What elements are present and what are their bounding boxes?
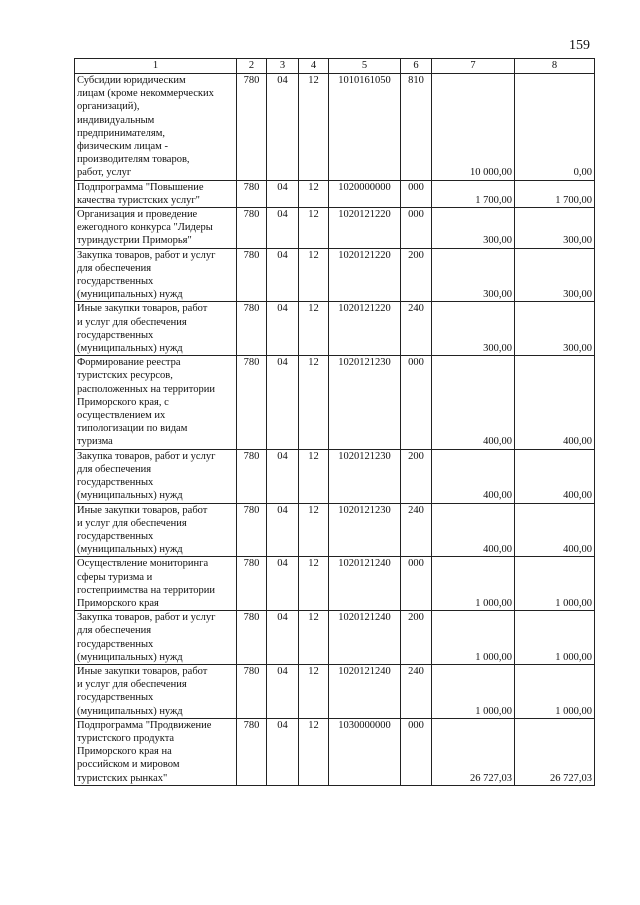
row-name-line: государственных: [77, 276, 154, 288]
cell-subsection: 12: [299, 74, 329, 181]
cell-amount-8: 300,00: [515, 208, 595, 249]
row-name-line: государственных: [77, 692, 154, 704]
row-name-line: сферы туризма и: [77, 571, 153, 583]
cell-expense-type: 240: [401, 503, 432, 557]
cell-ministry-code: 780: [237, 718, 267, 785]
row-name-line: лицам (кроме некоммерческих: [77, 88, 214, 100]
table-row: [75, 611, 595, 665]
cell-amount-7: 1 000,00: [432, 557, 515, 611]
row-name-line: Подпрограмма "Продвижение: [77, 719, 212, 731]
cell-expense-type: 200: [401, 449, 432, 503]
cell-section: 04: [267, 557, 299, 611]
row-name: [75, 611, 237, 665]
cell-section: 04: [267, 664, 299, 718]
cell-amount-8: 1 000,00: [515, 611, 595, 665]
row-name: [75, 503, 237, 557]
cell-expense-type: 240: [401, 664, 432, 718]
cell-amount-8: 400,00: [515, 449, 595, 503]
cell-ministry-code: 780: [237, 302, 267, 356]
row-name-line: (муниципальных) нужд: [77, 289, 183, 301]
table-row: [75, 449, 595, 503]
cell-amount-8: 300,00: [515, 302, 595, 356]
row-name: [75, 718, 237, 785]
row-name-line: и услуг для обеспечения: [77, 679, 187, 691]
cell-target-article: 1020121220: [329, 208, 401, 249]
cell-section: 04: [267, 718, 299, 785]
row-name-line: типологизации по видам: [77, 423, 188, 435]
row-name-line: для обеспечения: [77, 463, 152, 475]
cell-expense-type: 810: [401, 74, 432, 181]
cell-ministry-code: 780: [237, 449, 267, 503]
cell-ministry-code: 780: [237, 74, 267, 181]
cell-expense-type: 000: [401, 180, 432, 207]
header-col-2: 2: [237, 59, 267, 74]
row-name: [75, 557, 237, 611]
table-row: [75, 503, 595, 557]
header-col-8: 8: [515, 59, 595, 74]
row-name-line: Иные закупки товаров, работ: [77, 303, 208, 315]
table-row: [75, 718, 595, 785]
row-name-line: Иные закупки товаров, работ: [77, 504, 208, 516]
cell-target-article: 1020121230: [329, 449, 401, 503]
cell-section: 04: [267, 449, 299, 503]
header-col-3: 3: [267, 59, 299, 74]
cell-section: 04: [267, 503, 299, 557]
row-name-line: Приморского края, с: [77, 396, 169, 408]
row-name-line: туристского продукта: [77, 732, 175, 744]
header-col-4: 4: [299, 59, 329, 74]
row-name: [75, 74, 237, 181]
row-name: [75, 664, 237, 718]
row-name-line: Организация и проведение: [77, 209, 198, 221]
cell-amount-8: 0,00: [515, 74, 595, 181]
cell-amount-7: 26 727,03: [432, 718, 515, 785]
row-name-line: работ, услуг: [77, 167, 132, 179]
cell-amount-7: 1 000,00: [432, 664, 515, 718]
page-number: 159: [569, 38, 590, 53]
budget-table: [74, 58, 595, 786]
cell-ministry-code: 780: [237, 356, 267, 449]
cell-amount-7: 400,00: [432, 503, 515, 557]
cell-section: 04: [267, 356, 299, 449]
row-name-line: ежегодного конкурса "Лидеры: [77, 222, 213, 234]
cell-amount-8: 400,00: [515, 356, 595, 449]
header-col-5: 5: [329, 59, 401, 74]
cell-ministry-code: 780: [237, 503, 267, 557]
row-name: [75, 180, 237, 207]
cell-target-article: 1030000000: [329, 718, 401, 785]
cell-ministry-code: 780: [237, 664, 267, 718]
cell-ministry-code: 780: [237, 557, 267, 611]
row-name-line: расположенных на территории: [77, 383, 215, 395]
table-row: [75, 664, 595, 718]
header-col-1: 1: [75, 59, 237, 74]
cell-amount-8: 1 700,00: [515, 180, 595, 207]
cell-amount-7: 300,00: [432, 208, 515, 249]
row-name-line: российском и мировом: [77, 759, 180, 771]
row-name-line: туриндустрии Приморья": [77, 235, 192, 247]
cell-section: 04: [267, 611, 299, 665]
row-name-line: осуществлением их: [77, 410, 166, 422]
header-col-6: 6: [401, 59, 432, 74]
cell-section: 04: [267, 302, 299, 356]
row-name-line: государственных: [77, 638, 154, 650]
cell-target-article: 1020121240: [329, 611, 401, 665]
cell-subsection: 12: [299, 503, 329, 557]
table-header: [75, 59, 595, 74]
cell-amount-8: 1 000,00: [515, 664, 595, 718]
row-name-line: (муниципальных) нужд: [77, 544, 183, 556]
row-name: [75, 302, 237, 356]
row-name-line: и услуг для обеспечения: [77, 517, 187, 529]
row-name-line: Приморского края на: [77, 746, 172, 758]
row-name: [75, 248, 237, 302]
cell-subsection: 12: [299, 449, 329, 503]
cell-target-article: 1020000000: [329, 180, 401, 207]
row-name-line: Иные закупки товаров, работ: [77, 665, 208, 677]
row-name-line: туристских ресурсов,: [77, 370, 173, 382]
row-name-line: предпринимателям,: [77, 127, 166, 139]
row-name-line: (муниципальных) нужд: [77, 343, 183, 355]
row-name: [75, 208, 237, 249]
row-name-line: (муниципальных) нужд: [77, 490, 183, 502]
table-row: [75, 302, 595, 356]
row-name-line: производителям товаров,: [77, 154, 190, 166]
row-name-line: Формирование реестра: [77, 357, 181, 369]
cell-expense-type: 000: [401, 208, 432, 249]
cell-amount-7: 400,00: [432, 449, 515, 503]
row-name-line: Субсидии юридическим: [77, 75, 186, 86]
cell-subsection: 12: [299, 356, 329, 449]
cell-section: 04: [267, 208, 299, 249]
cell-section: 04: [267, 74, 299, 181]
cell-subsection: 12: [299, 302, 329, 356]
cell-expense-type: 200: [401, 611, 432, 665]
row-name-line: индивидуальным: [77, 114, 155, 126]
row-name-line: Закупка товаров, работ и услуг: [77, 612, 216, 624]
cell-target-article: 1010161050: [329, 74, 401, 181]
row-name-line: государственных: [77, 530, 154, 542]
row-name-line: туризма: [77, 436, 113, 448]
row-name-line: для обеспечения: [77, 262, 152, 274]
cell-section: 04: [267, 180, 299, 207]
cell-target-article: 1020121220: [329, 302, 401, 356]
row-name-line: государственных: [77, 329, 154, 341]
cell-amount-7: 300,00: [432, 302, 515, 356]
row-name-line: Приморского края: [77, 597, 159, 609]
cell-subsection: 12: [299, 180, 329, 207]
row-name-line: Закупка товаров, работ и услуг: [77, 450, 216, 462]
cell-ministry-code: 780: [237, 180, 267, 207]
cell-subsection: 12: [299, 611, 329, 665]
cell-target-article: 1020121240: [329, 557, 401, 611]
cell-subsection: 12: [299, 248, 329, 302]
cell-amount-7: 10 000,00: [432, 74, 515, 181]
row-name-line: для обеспечения: [77, 625, 152, 637]
header-col-7: 7: [432, 59, 515, 74]
row-name-line: (муниципальных) нужд: [77, 651, 183, 663]
cell-amount-7: 1 700,00: [432, 180, 515, 207]
cell-amount-8: 1 000,00: [515, 557, 595, 611]
cell-target-article: 1020121230: [329, 503, 401, 557]
cell-subsection: 12: [299, 718, 329, 785]
table-row: [75, 248, 595, 302]
cell-ministry-code: 780: [237, 248, 267, 302]
row-name-line: туристских рынках": [77, 772, 168, 784]
row-name-line: гостеприимства на территории: [77, 584, 216, 596]
cell-subsection: 12: [299, 664, 329, 718]
table-row: [75, 557, 595, 611]
cell-expense-type: 000: [401, 718, 432, 785]
cell-section: 04: [267, 248, 299, 302]
cell-expense-type: 000: [401, 557, 432, 611]
cell-subsection: 12: [299, 557, 329, 611]
table-row: [75, 356, 595, 449]
row-name-line: и услуг для обеспечения: [77, 316, 187, 328]
row-name-line: организаций),: [77, 101, 140, 113]
row-name-line: Осуществление мониторинга: [77, 558, 209, 570]
cell-amount-8: 300,00: [515, 248, 595, 302]
cell-expense-type: 240: [401, 302, 432, 356]
row-name: [75, 449, 237, 503]
cell-amount-8: 26 727,03: [515, 718, 595, 785]
row-name-line: (муниципальных) нужд: [77, 705, 183, 717]
row-name-line: государственных: [77, 477, 154, 489]
cell-subsection: 12: [299, 208, 329, 249]
cell-amount-7: 400,00: [432, 356, 515, 449]
row-name-line: Подпрограмма "Повышение: [77, 181, 204, 193]
row-name-line: физическим лицам -: [77, 141, 168, 153]
cell-target-article: 1020121240: [329, 664, 401, 718]
cell-expense-type: 200: [401, 248, 432, 302]
cell-amount-7: 300,00: [432, 248, 515, 302]
table-row: [75, 74, 595, 181]
row-name-line: качества туристских услуг": [77, 194, 200, 206]
row-name: [75, 356, 237, 449]
table-row: [75, 208, 595, 249]
cell-target-article: 1020121220: [329, 248, 401, 302]
cell-target-article: 1020121230: [329, 356, 401, 449]
row-name-line: Закупка товаров, работ и услуг: [77, 249, 216, 261]
cell-amount-7: 1 000,00: [432, 611, 515, 665]
table-body: [75, 74, 595, 786]
cell-ministry-code: 780: [237, 208, 267, 249]
header-row: [75, 59, 595, 74]
table-row: [75, 180, 595, 207]
cell-expense-type: 000: [401, 356, 432, 449]
cell-amount-8: 400,00: [515, 503, 595, 557]
cell-ministry-code: 780: [237, 611, 267, 665]
